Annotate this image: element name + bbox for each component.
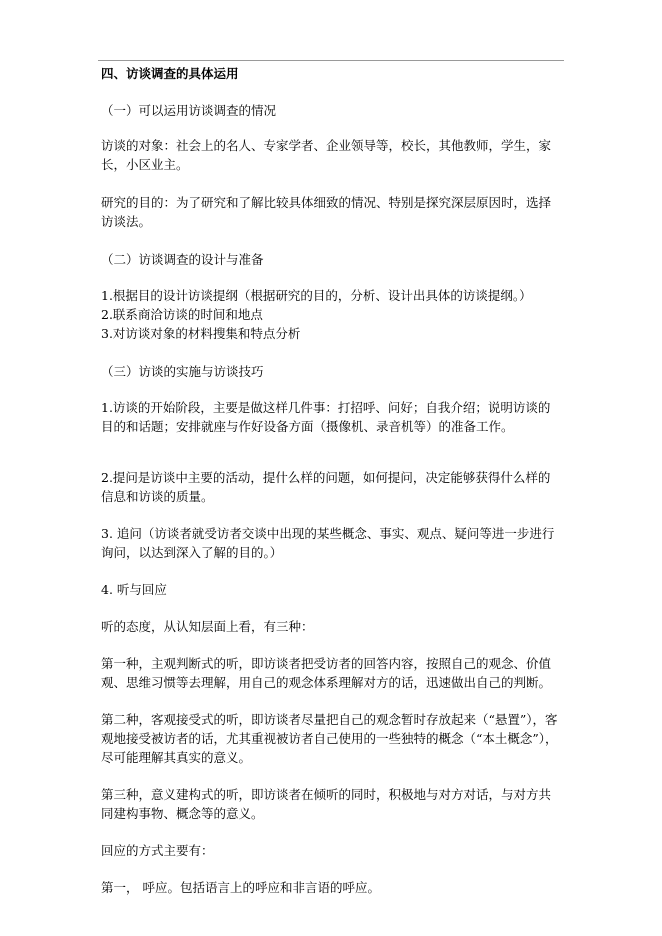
response-intro: 回应的方式主要有： [101, 843, 214, 858]
listening-intro: 听的态度，从认知层面上看，有三种： [101, 619, 314, 634]
listening-type-2: 第二种，客观接受式的听，即访谈者尽量把自己的观念暂时存放起来（“悬置”），客观地接受被访者的话，尤其重视被访者自己使用的一些独特的概念（“本土概念”），尽可能理解其真实的意义。 [101, 712, 558, 765]
preparation-item-1: 1.根据目的设计访谈提纲（根据研究的目的，分析、设计出具体的访谈提纲。） [101, 288, 532, 303]
response-method-1: 第一， 呼应。包括语言上的呼应和非言语的呼应。 [101, 880, 380, 895]
subsection-title-3: （三）访谈的实施与访谈技巧 [101, 364, 264, 379]
listening-type-3: 第三种，意义建构式的听，即访谈者在倾听的同时，积极地与对方对话，与对方共同建构事物、概念等的意义。 [101, 787, 552, 821]
step-4-listen-respond: 4. 听与回应 [101, 582, 167, 597]
listening-type-1: 第一种，主观判断式的听，即访谈者把受访者的回答内容，按照自己的观念、价值观、思维习惯等去理解，用自己的观念体系理解对方的话，迅速做出自己的判断。 [101, 656, 552, 690]
step-2-questioning: 2.提问是访谈中主要的活动，提什么样的问题，如何提问，决定能够获得什么样的信息和访谈的质量。 [101, 470, 551, 504]
preparation-item-3: 3.对访谈对象的材料搜集和特点分析 [101, 326, 301, 341]
subsection-title-1: （一）可以运用访谈调查的情况 [101, 103, 277, 118]
header-rule [98, 60, 564, 61]
step-3-follow-up: 3. 追问（访谈者就受访者交谈中出现的某些概念、事实、观点、疑问等进一步进行询问，以达到深入了解的目的。） [101, 526, 555, 560]
section-title: 四、访谈调查的具体运用 [101, 66, 239, 81]
paragraph-interview-objects: 访谈的对象：社会上的名人、专家学者、企业领导等，校长，其他教师，学生，家长，小区业主。 [101, 138, 552, 172]
preparation-item-2: 2.联系商洽访谈的时间和地点 [101, 307, 263, 322]
preparation-list [101, 286, 561, 343]
document-body [101, 64, 561, 897]
step-1-opening: 1.访谈的开始阶段，主要是做这样几件事：打招呼、问好；自我介绍；说明访谈的目的和话题；安排就座与作好设备方面（摄像机、录音机等）的准备工作。 [101, 400, 551, 434]
subsection-title-2: （二）访谈调查的设计与准备 [101, 252, 264, 267]
paragraph-research-purpose: 研究的目的：为了研究和了解比较具体细致的情况、特别是探究深层原因时，选择访谈法。 [101, 195, 552, 229]
